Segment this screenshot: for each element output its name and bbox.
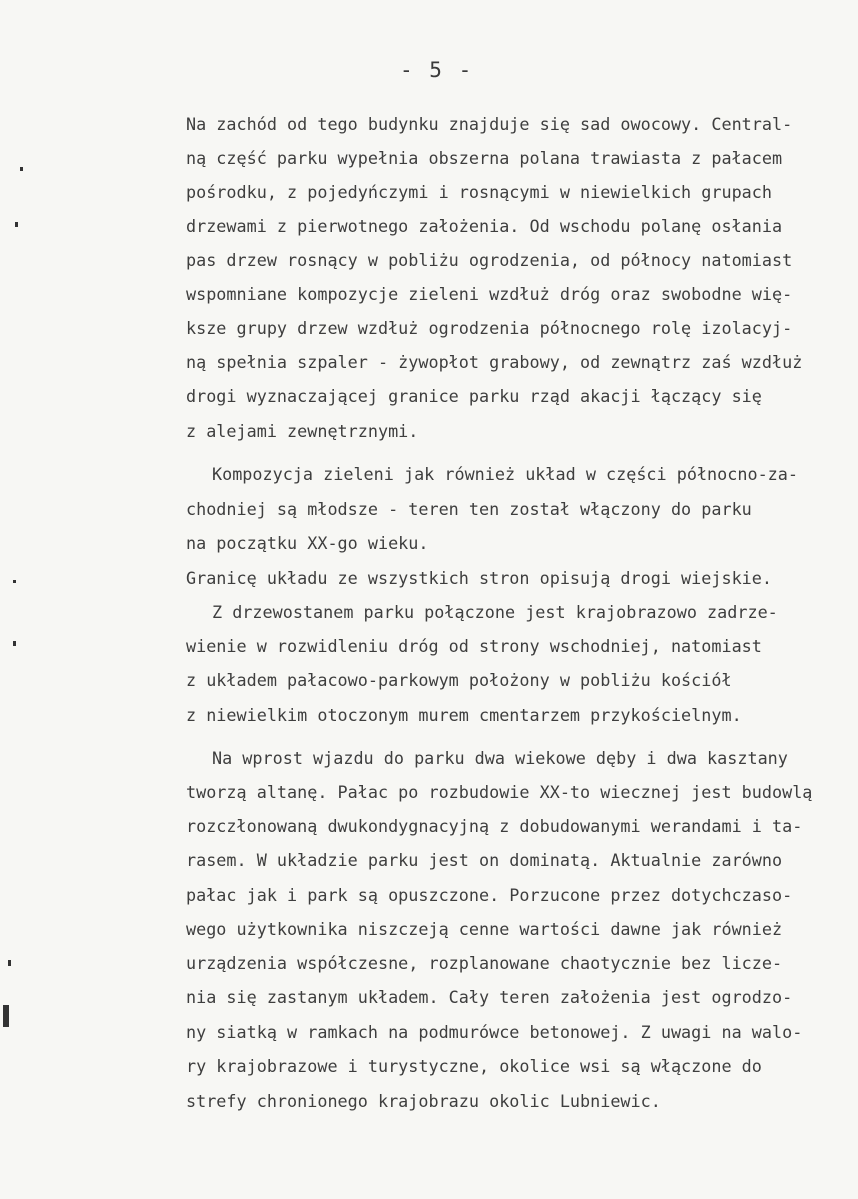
text-line: wego użytkownika niszczeją cenne wartości dawne jak również [186,919,783,939]
text-line: Na zachód od tego budynku znajduje się sad owocowy. Central- [186,114,793,134]
text-line: urządzenia współczesne, rozplanowane chaotycznie bez licze- [186,953,783,973]
text-line: pas drzew rosnący w pobliżu ogrodzenia, od północy natomiast [186,250,793,270]
text-line: wienie w rozwidleniu dróg od strony wschodniej, natomiast [186,636,762,656]
text-line: na początku XX-go wieku. [186,533,429,553]
text-line: Z drzewostanem parku połączone jest krajobrazowo zadrze- [212,602,778,622]
text-line: ny siatką w ramkach na podmurówce betonowej. Z uwagi na walo- [186,1022,803,1042]
text-line: chodniej są młodsze - teren ten został włączony do parku [186,499,752,519]
margin-mark [20,167,23,171]
text-line: Granicę układu ze wszystkich stron opisują drogi wiejskie. [186,568,772,588]
text-line: Na wprost wjazdu do parku dwa wiekowe dęby i dwa kasztany [212,748,788,768]
text-line: pałac jak i park są opuszczone. Porzucone przez dotychczaso- [186,885,793,905]
text-line: drogi wyznaczającej granice parku rząd akacji łączący się [186,386,762,406]
text-line: rozczłonowaną dwukondygnacyjną z dobudowanymi werandami i ta- [186,816,803,836]
margin-mark [3,1005,9,1027]
margin-mark [8,960,11,966]
margin-mark [15,222,18,227]
text-line: z niewielkim otoczonym murem cmentarzem przykościelnym. [186,705,742,725]
text-line: strefy chronionego krajobrazu okolic Lubniewic. [186,1091,661,1111]
text-line: Kompozycja zieleni jak również układ w części północno-za- [212,464,798,484]
margin-mark [13,641,16,646]
text-line: tworzą altanę. Pałac po rozbudowie XX-to wiecznej jest budowlą [186,782,813,802]
margin-mark [13,580,16,583]
text-line: z układem pałacowo-parkowym położony w pobliżu kościół [186,670,732,690]
text-line: nia się zastanym układem. Cały teren założenia jest ogrodzo- [186,987,793,1007]
text-line: ksze grupy drzew wzdłuż ogrodzenia północnego rolę izolacyj- [186,318,793,338]
text-line: z alejami zewnętrznymi. [186,421,419,441]
text-line: drzewami z pierwotnego założenia. Od wschodu polanę osłania [186,216,783,236]
text-line: pośrodku, z pojedyńczymi i rosnącymi w niewielkich grupach [186,182,772,202]
text-line: ną część parku wypełnia obszerna polana trawiasta z pałacem [186,148,783,168]
text-line: wspomniane kompozycje zieleni wzdłuż dróg oraz swobodne wię- [186,284,793,304]
text-line: ną spełnia szpaler - żywopłot grabowy, od zewnątrz zaś wzdłuż [186,352,803,372]
text-line: ry krajobrazowe i turystyczne, okolice wsi są włączone do [186,1056,762,1076]
page-number: - 5 - [400,58,474,82]
text-line: rasem. W układzie parku jest on dominatą. Aktualnie zarówno [186,850,783,870]
